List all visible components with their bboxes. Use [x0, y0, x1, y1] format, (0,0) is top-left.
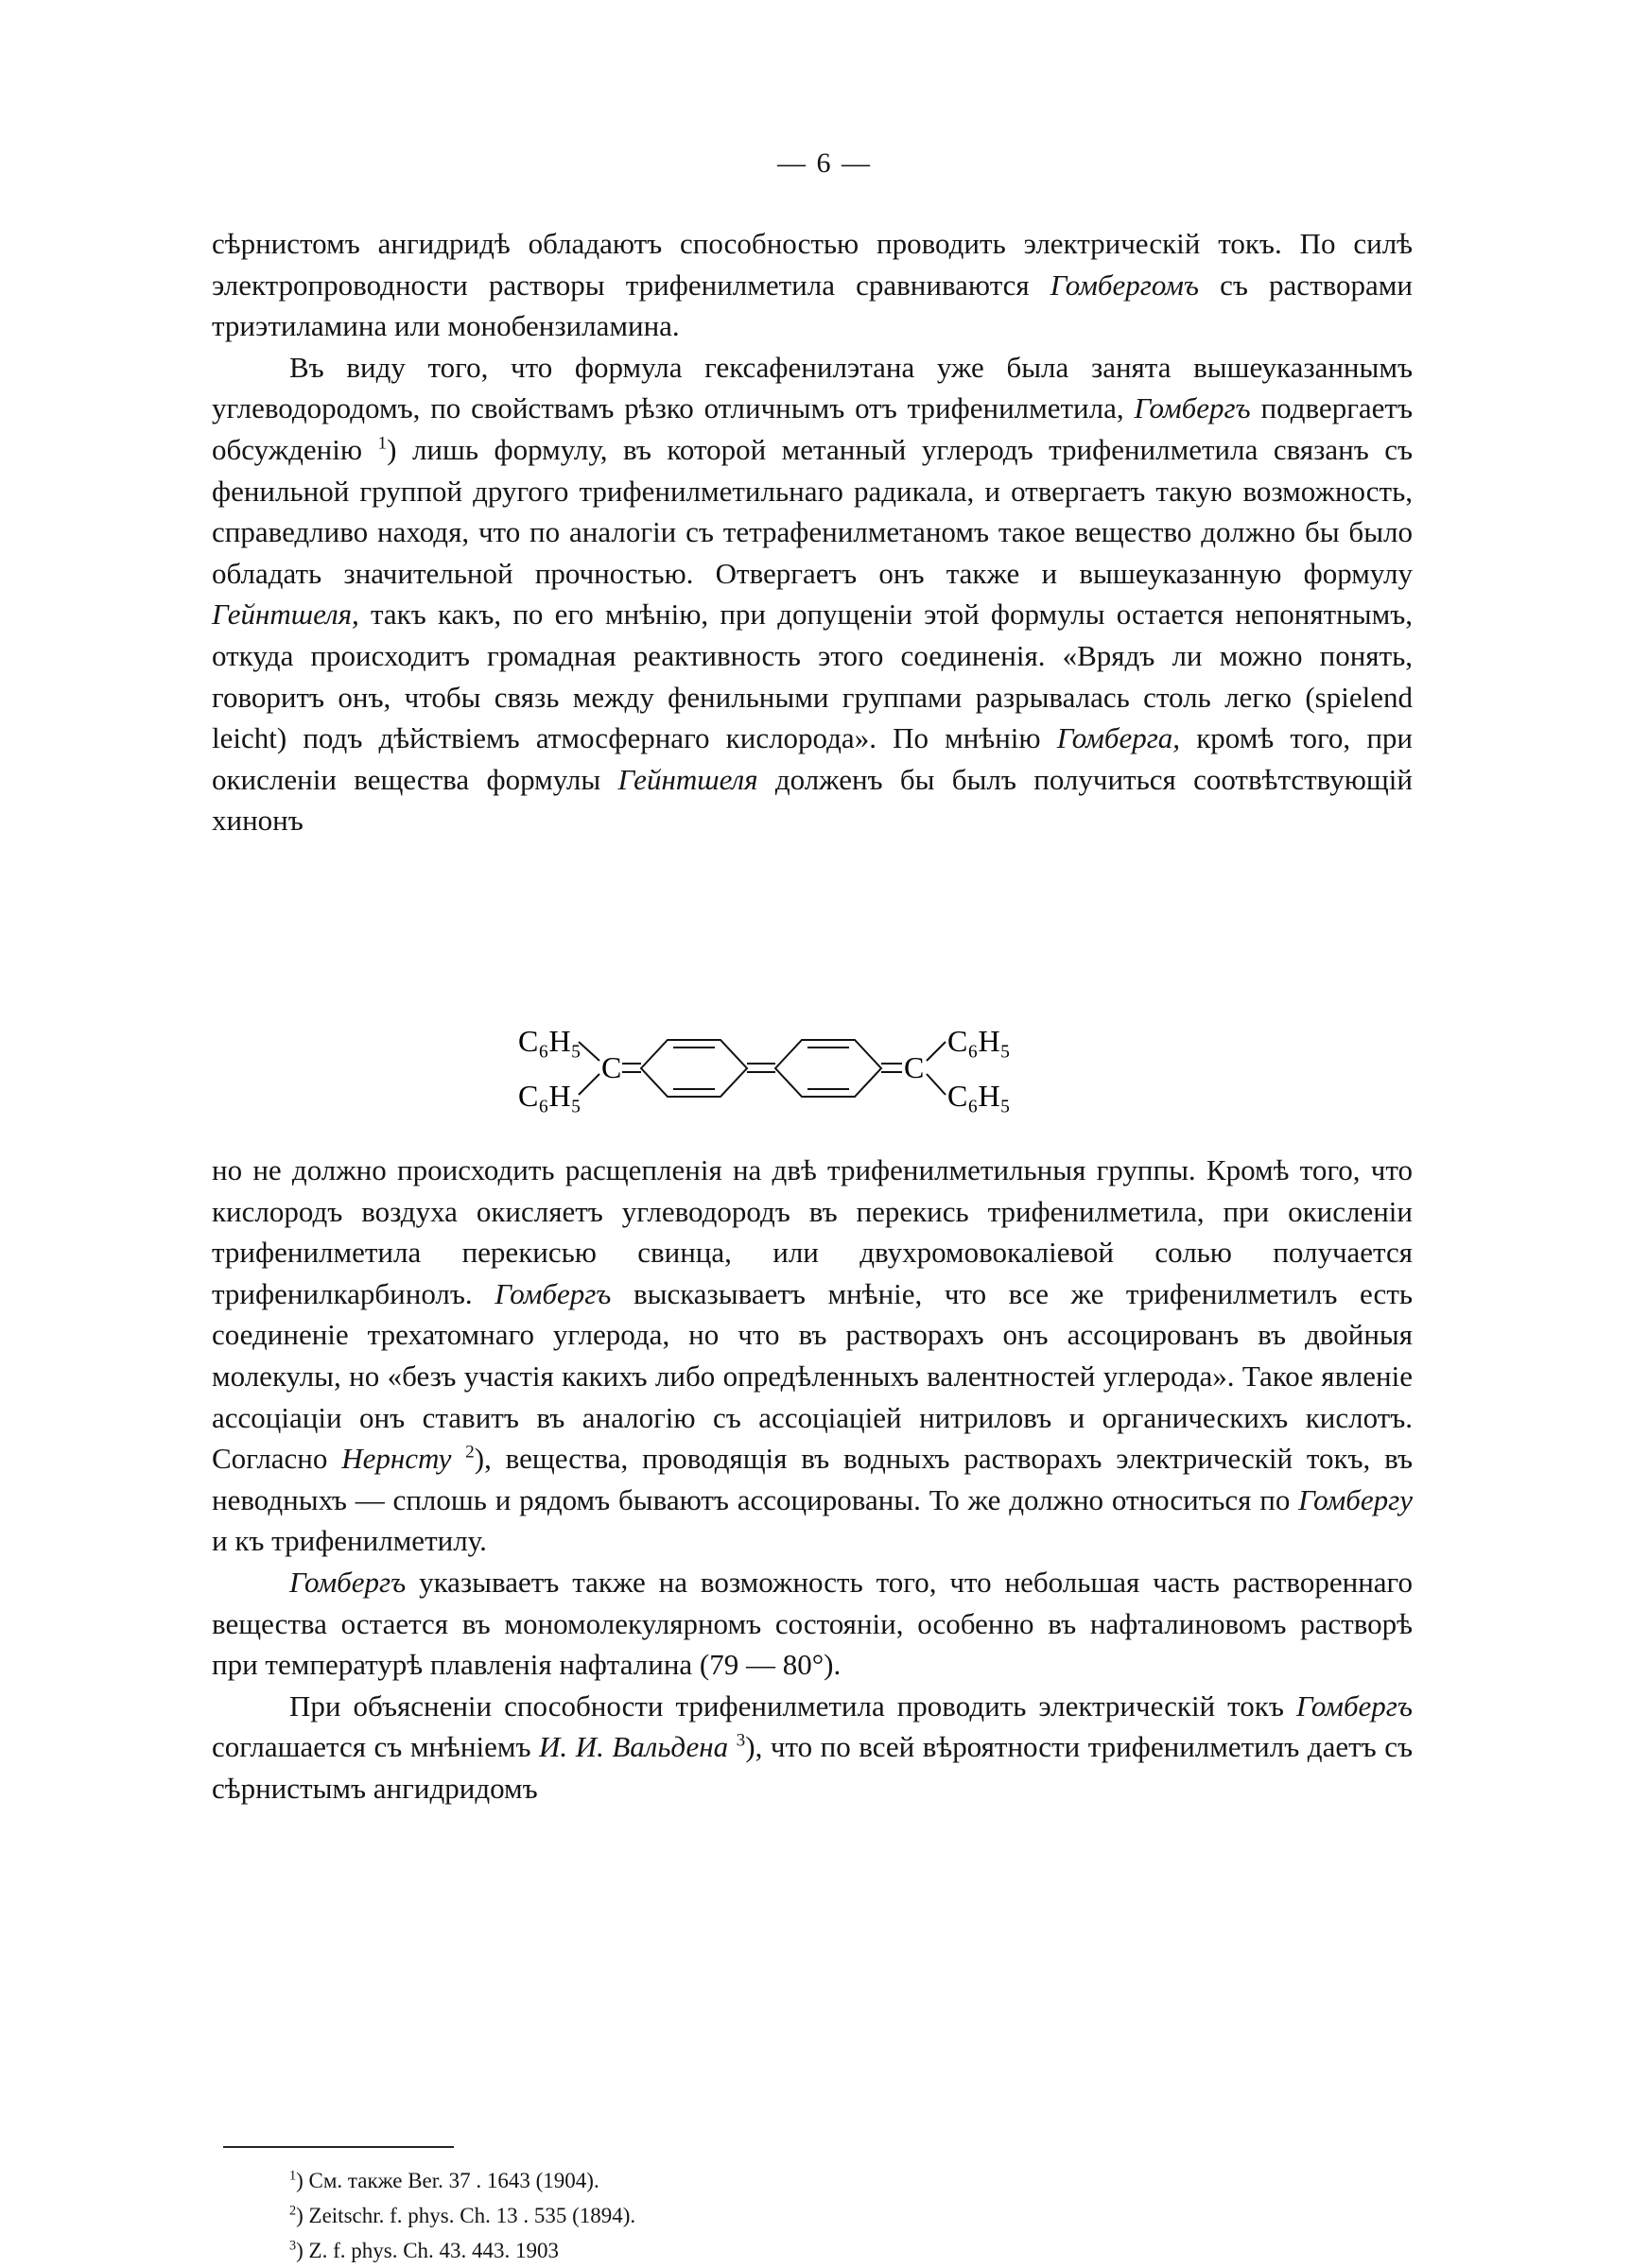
italic-name: Гомбергъ [1134, 391, 1251, 425]
italic-name: Нернсту [341, 1442, 452, 1476]
footnote-ref: 1 [377, 433, 388, 454]
footnotes [289, 2163, 1140, 2268]
formula-right-bottom-group: C₆H₅ [947, 1079, 1011, 1113]
footnote-mark: 1 [289, 2168, 297, 2184]
footnote-ref: 3 [736, 1730, 746, 1751]
footnote [289, 2233, 1140, 2268]
italic-name: Гомбергъ [289, 1565, 407, 1599]
formula-bond [579, 1074, 599, 1095]
formula-left-bottom-group: C₆H₅ [518, 1079, 581, 1113]
footnote-text: ) См. также Ber. 37 . 1643 (1904). [296, 2169, 599, 2192]
italic-name: Гомбергъ [1295, 1688, 1413, 1723]
italic-name: И. И. Вальдена [539, 1730, 729, 1764]
quinone-formula [501, 1012, 1144, 1134]
text-run: съ растворами триэтиламина или монобензиламина. [212, 268, 1414, 343]
footnote-text: ) Zeitschr. f. phys. Ch. 13 . 535 (1894). [296, 2204, 636, 2227]
text-run: Въ виду того, что формула гексафенилэтана уже была занята вышеуказаннымъ углеводородомъ, по свойствамъ рѣзко отличнымъ отъ трифенилметила, [212, 350, 1413, 425]
text-run: ), что по всей вѣроятности трифенилметилъ даетъ съ сѣрнистымъ ангидридомъ [212, 1730, 1413, 1805]
footnote-mark: 2 [289, 2203, 297, 2219]
footnote-mark: 3 [289, 2238, 297, 2254]
text-run [728, 1730, 737, 1763]
text-run: подвергаетъ обсужденію [212, 391, 1414, 466]
formula-carbon-right: C [904, 1050, 925, 1084]
paragraph [212, 1562, 1413, 1686]
text-run: указываетъ также на возможность того, что небольшая часть растворeннаго вещества остается въ мономолекулярномъ состояніи, особенно въ нафталиновомъ растворѣ при температурѣ плавленія нафталина (79 — 80°). [212, 1565, 1413, 1682]
text-run: соглашается съ мнѣніемъ [212, 1730, 540, 1764]
paragraph [212, 1686, 1413, 1809]
quinoid-ring-left [641, 1040, 747, 1097]
quinoid-ring-right [775, 1040, 881, 1097]
text-run: ) лишь формулу, въ которой метанный углеродъ трифенилметила связанъ съ фенильной группой другого трифенилметильнаго радикала, и отвергаетъ такую возможность, справедливо находя, что по аналогіи съ тетрафенилметаномъ такое вещество должно бы было обладать значительной прочностью. Отвергаетъ онъ также и вышеуказанную формулу [212, 432, 1414, 590]
footnote-ref: 2 [465, 1442, 475, 1463]
formula-carbon-left: C [601, 1050, 622, 1084]
italic-name: Гомбергъ [495, 1276, 612, 1310]
italic-name: Гомбергу [1298, 1482, 1413, 1516]
text-run: сѣрнистомъ ангидридѣ обладаютъ способностью проводить электрическій токъ. По силѣ электропроводности растворы трифенилметила сравниваются [212, 227, 1413, 302]
text-run: и къ трифенилметилу. [212, 1524, 487, 1558]
text-run: ), вещества, проводящія въ водныхъ растворахъ электрическій токъ, въ неводныхъ — сплошь и рядомъ бываютъ ассоцированы. То же должно относиться по [212, 1442, 1414, 1516]
text-run [451, 1442, 465, 1475]
text-run: долженъ бы былъ получиться соотвѣтствующій хинонъ [212, 762, 1413, 838]
formula-bond [927, 1074, 946, 1095]
text-run: кромѣ того, при окисленіи вещества формулы [212, 721, 1413, 796]
formula-bond [579, 1042, 599, 1061]
text-block-top [212, 223, 1413, 841]
italic-name: Гомбергомъ [1050, 268, 1200, 302]
footnote [289, 2198, 1140, 2233]
page-number: — 6 — [777, 147, 872, 179]
formula-left-top-group: C₆H₅ [518, 1024, 581, 1058]
text-run: При объясненіи способности трифенилметила проводить электрическій токъ [289, 1688, 1296, 1723]
italic-name: Гейнтшеля, [212, 597, 359, 632]
text-run: высказываетъ мнѣніе, что все же трифенилметилъ есть соединеніе трехатомнаго углерода, но что въ растворахъ онъ ассоцированъ въ двойныя молекулы, но «безъ участія какихъ либо опредѣленныхъ валентностей углерода». Такое явленіе ассоціаціи онъ ставитъ въ аналогію съ ассоціацiей нитриловъ и органическихъ кислотъ. Согласно [212, 1276, 1414, 1476]
paragraph [212, 347, 1413, 841]
text-run: такъ какъ, по его мнѣнію, при допущеніи этой формулы остается непонятнымъ, откуда происходитъ громадная реактивность этого соединенія. «Врядъ ли можно понять, говоритъ онъ, чтобы связь между фенильными группами разрывалась столь легко (spielend leicht) подъ дѣйствіемъ атмосфернаго кислорода». По мнѣнію [212, 597, 1413, 755]
italic-name: Гомберга, [1056, 721, 1181, 755]
formula-bond [927, 1042, 946, 1061]
footnote [289, 2163, 1140, 2198]
text-run: но не должно происходить расщепленія на двѣ трифенилметильныя группы. Кромѣ того, что кислородъ воздуха окисляетъ углеводородъ въ перекись трифенилметила, при окисленіи трифенилметила перекисью свинца, или двухромовокаліевой солью получается трифенилкарбинолъ. [212, 1153, 1413, 1310]
footnote-separator [223, 2146, 454, 2148]
text-block-bottom [212, 1150, 1413, 1809]
formula-right-top-group: C₆H₅ [947, 1024, 1011, 1058]
paragraph [212, 223, 1413, 347]
italic-name: Гейнтшеля [617, 762, 758, 796]
paragraph [212, 1150, 1413, 1562]
footnote-text: ) Z. f. phys. Ch. 43. 443. 1903 [296, 2239, 560, 2262]
